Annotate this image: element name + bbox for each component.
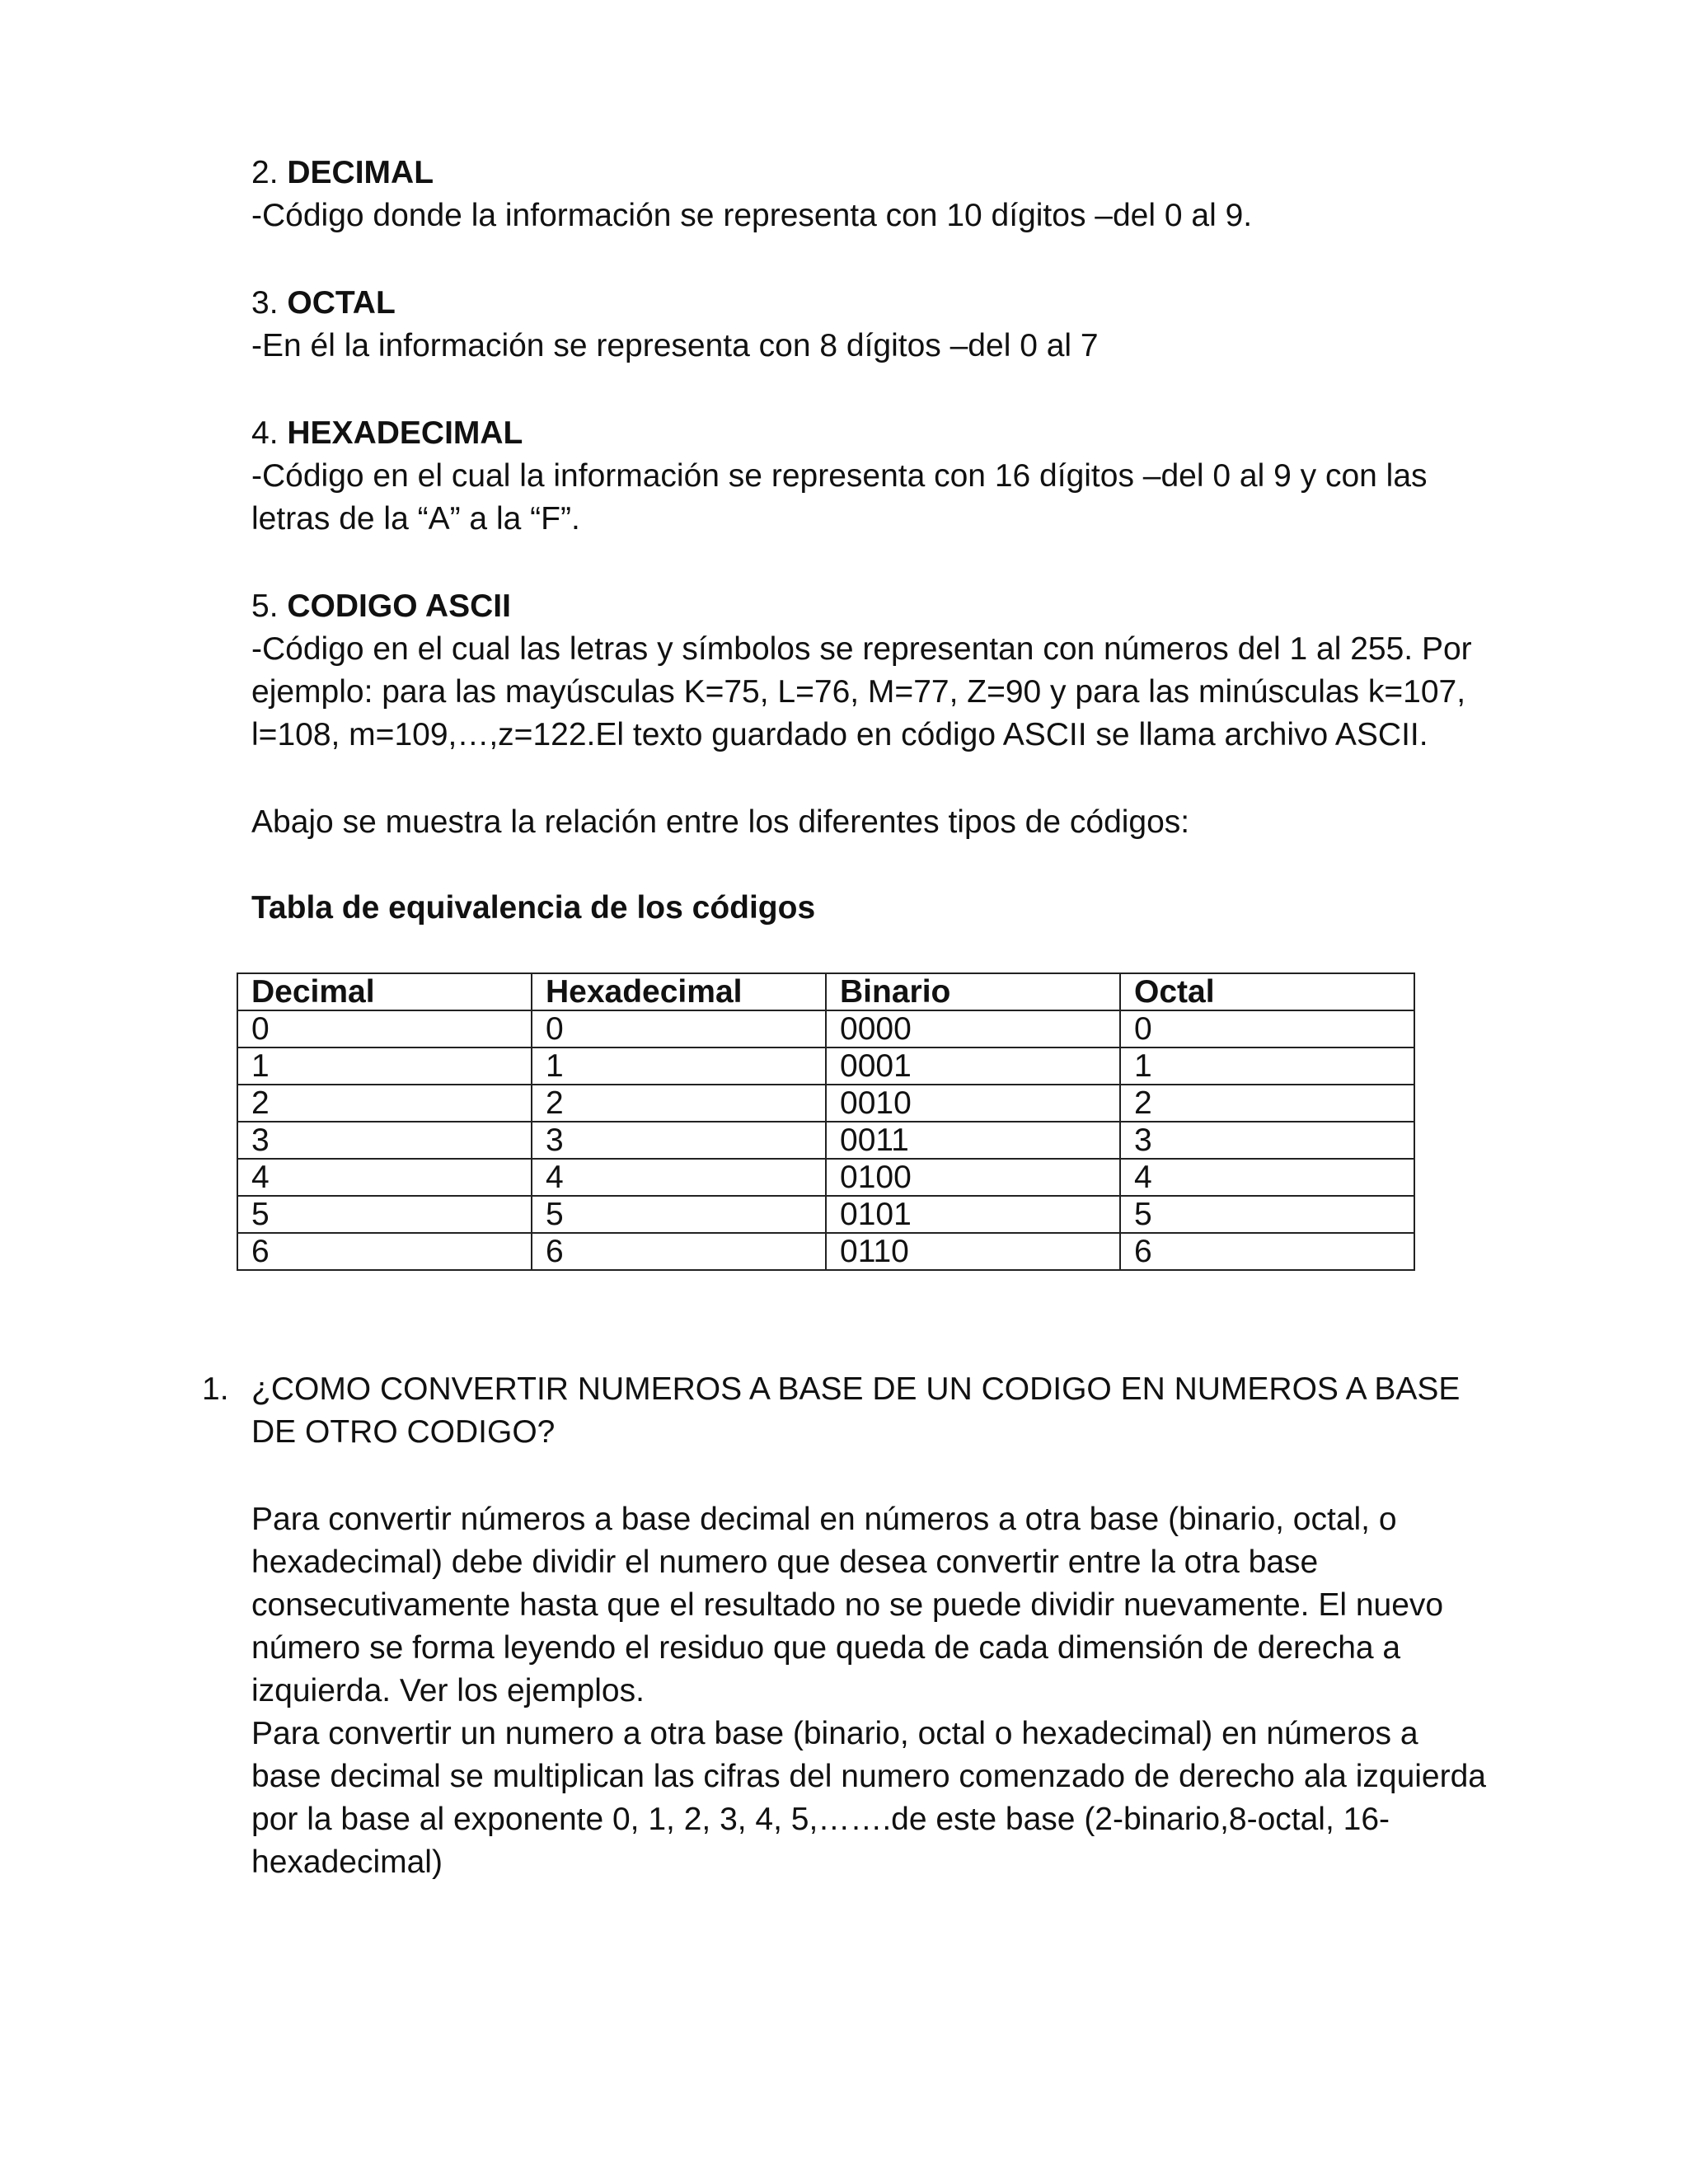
table-cell: 3 xyxy=(1120,1122,1414,1159)
text-line: número se forma leyendo el residuo que queda de cada dimensión de derecha a xyxy=(251,1630,1401,1666)
text-line: ejemplo: para las mayúsculas K=75, L=76, M=77, Z=90 y para las minúsculas k=107, xyxy=(251,674,1466,710)
table-cell: 6 xyxy=(532,1233,826,1270)
table-row xyxy=(237,1047,1414,1085)
text-line: -En él la información se representa con 8 dígitos –del 0 al 7 xyxy=(251,328,1099,363)
table-cell: 1 xyxy=(1120,1047,1414,1085)
text-line: -Código en el cual las letras y símbolos se representan con números del 1 al 255. Por xyxy=(251,631,1472,667)
column-header-hexadecimal: Hexadecimal xyxy=(532,973,826,1010)
table-cell: 6 xyxy=(1120,1233,1414,1270)
column-header-decimal: Decimal xyxy=(237,973,532,1010)
table-cell: 1 xyxy=(237,1047,532,1085)
equivalence-table xyxy=(237,972,1415,1271)
table-cell: 6 xyxy=(237,1233,532,1270)
table-cell: 2 xyxy=(532,1085,826,1122)
table-cell: 2 xyxy=(237,1085,532,1122)
table-row xyxy=(237,1122,1414,1159)
table-cell: 4 xyxy=(1120,1159,1414,1196)
list-number: 1. xyxy=(202,1371,229,1407)
table-cell: 0 xyxy=(1120,1010,1414,1047)
table-cell: 0 xyxy=(237,1010,532,1047)
table-cell: 0101 xyxy=(826,1196,1120,1233)
table-cell: 3 xyxy=(532,1122,826,1159)
text-line: letras de la “A” a la “F”. xyxy=(251,501,580,537)
text-line: consecutivamente hasta que el resultado no se puede dividir nuevamente. El nuevo xyxy=(251,1587,1444,1623)
table-cell: 4 xyxy=(532,1159,826,1196)
text-line: ¿COMO CONVERTIR NUMEROS A BASE DE UN CODIGO EN NUMEROS A BASE xyxy=(251,1371,1461,1407)
text-line: por la base al exponente 0, 1, 2, 3, 4, 5,…….de este base (2-binario,8-octal, 16- xyxy=(251,1802,1390,1837)
section-heading-decimal: 2. DECIMAL xyxy=(251,155,434,190)
text-line: base decimal se multiplican las cifras del numero comenzado de derecho ala izquierda xyxy=(251,1759,1486,1794)
text-line: hexadecimal) xyxy=(251,1844,443,1880)
table-header-row xyxy=(237,973,1414,1010)
text-line: Para convertir números a base decimal en números a otra base (binario, octal, o xyxy=(251,1502,1397,1537)
text-line: izquierda. Ver los ejemplos. xyxy=(251,1673,645,1708)
table-cell: 0001 xyxy=(826,1047,1120,1085)
table-cell: 3 xyxy=(237,1122,532,1159)
table-row xyxy=(237,1159,1414,1196)
table-cell: 5 xyxy=(237,1196,532,1233)
explanation-paragraph xyxy=(251,1498,1537,1884)
table-caption: Tabla de equivalencia de los códigos xyxy=(251,890,816,926)
text-line: -Código en el cual la información se representa con 16 dígitos –del 0 al 9 y con las xyxy=(251,458,1428,494)
table-cell: 5 xyxy=(1120,1196,1414,1233)
section-body-ascii xyxy=(251,628,1537,757)
text-line: l=108, m=109,…,z=122.El texto guardado en código ASCII se llama archivo ASCII. xyxy=(251,717,1428,752)
table-row xyxy=(237,1196,1414,1233)
table-cell: 0000 xyxy=(826,1010,1120,1047)
text-line: DE OTRO CODIGO? xyxy=(251,1414,556,1450)
intro-text: Abajo se muestra la relación entre los diferentes tipos de códigos: xyxy=(251,804,1190,840)
table-cell: 2 xyxy=(1120,1085,1414,1122)
table-cell: 0110 xyxy=(826,1233,1120,1270)
text-line: Para convertir un numero a otra base (binario, octal o hexadecimal) en números a xyxy=(251,1716,1418,1751)
table-cell: 4 xyxy=(237,1159,532,1196)
section-heading-hexadecimal: 4. HEXADECIMAL xyxy=(251,415,523,451)
text-line: hexadecimal) debe dividir el numero que desea convertir entre la otra base xyxy=(251,1544,1319,1580)
section-body-hexadecimal xyxy=(251,455,1537,541)
section-heading-ascii: 5. CODIGO ASCII xyxy=(251,588,511,624)
section-heading-octal: 3. OCTAL xyxy=(251,285,396,321)
table-cell: 1 xyxy=(532,1047,826,1085)
table-cell: 0011 xyxy=(826,1122,1120,1159)
table-cell: 5 xyxy=(532,1196,826,1233)
question-heading xyxy=(251,1368,1537,1454)
column-header-binary: Binario xyxy=(826,973,1120,1010)
section-body-octal xyxy=(251,325,1537,368)
table-cell: 0 xyxy=(532,1010,826,1047)
table-row xyxy=(237,1085,1414,1122)
table-cell: 0010 xyxy=(826,1085,1120,1122)
table-row xyxy=(237,1010,1414,1047)
section-body-decimal xyxy=(251,194,1537,237)
text-line: -Código donde la información se representa con 10 dígitos –del 0 al 9. xyxy=(251,198,1253,233)
table-row xyxy=(237,1233,1414,1270)
column-header-octal: Octal xyxy=(1120,973,1414,1010)
table-cell: 0100 xyxy=(826,1159,1120,1196)
